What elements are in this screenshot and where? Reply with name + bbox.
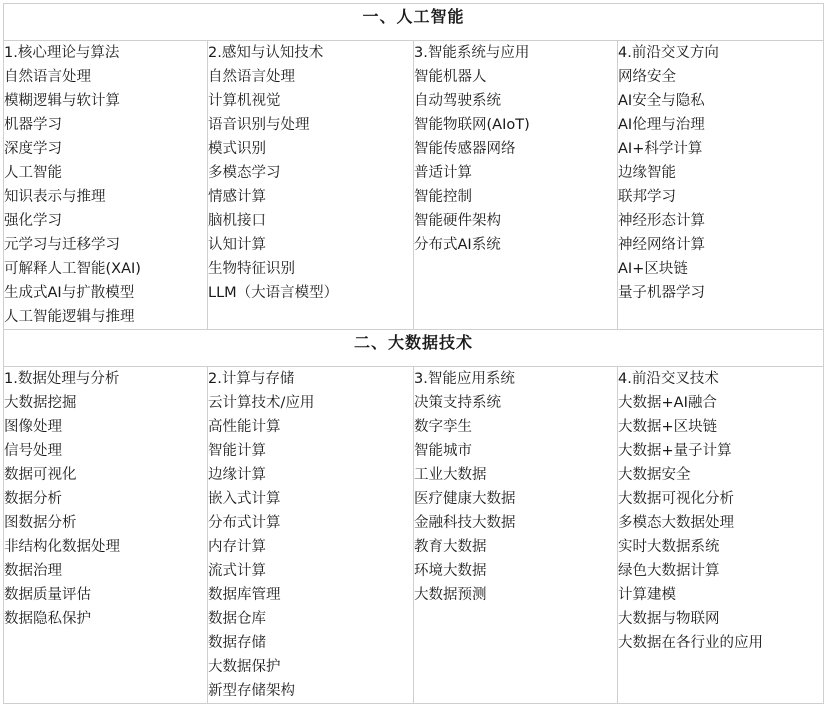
topic-item: 工业大数据 — [414, 467, 487, 483]
topic-item: 边缘计算 — [208, 467, 266, 483]
topic-item: 内存计算 — [208, 539, 266, 555]
topic-item: 大数据+区块链 — [618, 419, 718, 435]
section-title-big-data: 二、大数据技术 — [4, 330, 824, 367]
category-column — [4, 41, 208, 330]
category-column — [618, 41, 824, 330]
topic-item: 大数据+量子计算 — [618, 443, 732, 459]
topic-item: 智能城市 — [414, 443, 472, 459]
category-column — [4, 367, 208, 704]
topic-item: 自然语言处理 — [4, 69, 91, 85]
section-title-ai: 一、人工智能 — [4, 4, 824, 41]
topic-item: 元学习与迁移学习 — [4, 237, 120, 253]
topic-item: 深度学习 — [4, 141, 62, 157]
topic-item: AI+区块链 — [618, 261, 688, 277]
topic-item: 量子机器学习 — [618, 285, 705, 301]
topic-item: 图数据分析 — [4, 515, 77, 531]
topic-item: 大数据保护 — [208, 659, 281, 675]
topic-item: AI+科学计算 — [618, 141, 703, 157]
category-heading: 2.计算与存储 — [208, 371, 295, 387]
topic-item: 数据隐私保护 — [4, 611, 91, 627]
topic-item: 知识表示与推理 — [4, 189, 106, 205]
topic-item: 数据质量评估 — [4, 587, 91, 603]
topic-item: 生成式AI与扩散模型 — [4, 285, 135, 301]
topic-item: 高性能计算 — [208, 419, 281, 435]
topic-item: 决策支持系统 — [414, 395, 501, 411]
topic-item: 大数据挖掘 — [4, 395, 77, 411]
topic-item: 金融科技大数据 — [414, 515, 516, 531]
topic-item: 嵌入式计算 — [208, 491, 281, 507]
topic-item: 普适计算 — [414, 165, 472, 181]
topic-item: 智能物联网(AIoT) — [414, 117, 530, 133]
topic-item: 智能硬件架构 — [414, 213, 501, 229]
category-heading: 1.数据处理与分析 — [4, 371, 120, 387]
topic-item: 联邦学习 — [618, 189, 676, 205]
topic-item: 非结构化数据处理 — [4, 539, 120, 555]
topic-item: 智能传感器网络 — [414, 141, 516, 157]
topic-item: 图像处理 — [4, 419, 62, 435]
category-heading: 3.智能系统与应用 — [414, 45, 530, 61]
topic-item: AI安全与隐私 — [618, 93, 705, 109]
topic-item: 智能计算 — [208, 443, 266, 459]
topic-item: 大数据可视化分析 — [618, 491, 734, 507]
topic-item: 数据仓库 — [208, 611, 266, 627]
topic-item: 模糊逻辑与软计算 — [4, 93, 120, 109]
topic-item: 流式计算 — [208, 563, 266, 579]
topic-item: 大数据与物联网 — [618, 611, 720, 627]
topic-item: 边缘智能 — [618, 165, 676, 181]
topic-item: 分布式计算 — [208, 515, 281, 531]
category-column — [208, 41, 414, 330]
category-column — [208, 367, 414, 704]
topic-item: 自动驾驶系统 — [414, 93, 501, 109]
topic-item: AI伦理与治理 — [618, 117, 705, 133]
topic-item: 信号处理 — [4, 443, 62, 459]
topic-item: 数据分析 — [4, 491, 62, 507]
category-heading: 2.感知与认知技术 — [208, 45, 324, 61]
topic-item: LLM（大语言模型） — [208, 285, 339, 301]
topic-item: 多模态学习 — [208, 165, 281, 181]
topic-item: 新型存储架构 — [208, 683, 295, 699]
topic-item: 大数据预测 — [414, 587, 487, 603]
topic-item: 计算建模 — [618, 587, 676, 603]
topic-item: 智能控制 — [414, 189, 472, 205]
topic-item: 教育大数据 — [414, 539, 487, 555]
topic-item: 自然语言处理 — [208, 69, 295, 85]
topic-item: 数据可视化 — [4, 467, 77, 483]
topic-item: 绿色大数据计算 — [618, 563, 720, 579]
topic-item: 认知计算 — [208, 237, 266, 253]
topic-item: 神经网络计算 — [618, 237, 705, 253]
category-heading: 4.前沿交叉方向 — [618, 45, 719, 61]
topics-table — [3, 3, 824, 704]
topic-item: 神经形态计算 — [618, 213, 705, 229]
topic-item: 云计算技术/应用 — [208, 395, 315, 411]
topic-item: 分布式AI系统 — [414, 237, 501, 253]
topic-item: 人工智能 — [4, 165, 62, 181]
category-column — [414, 41, 618, 330]
topic-item: 大数据+AI融合 — [618, 395, 717, 411]
topic-item: 可解释人工智能(XAI) — [4, 261, 141, 277]
topic-item: 多模态大数据处理 — [618, 515, 734, 531]
topic-item: 模式识别 — [208, 141, 266, 157]
topic-item: 计算机视觉 — [208, 93, 281, 109]
topic-item: 智能机器人 — [414, 69, 487, 85]
topic-item: 生物特征识别 — [208, 261, 295, 277]
topic-item: 医疗健康大数据 — [414, 491, 516, 507]
topic-item: 脑机接口 — [208, 213, 266, 229]
topic-item: 数据存储 — [208, 635, 266, 651]
topic-item: 大数据安全 — [618, 467, 691, 483]
topic-item: 情感计算 — [208, 189, 266, 205]
topic-item: 网络安全 — [618, 69, 676, 85]
category-column — [414, 367, 618, 704]
category-heading: 3.智能应用系统 — [414, 371, 515, 387]
category-column — [618, 367, 824, 704]
topic-item: 大数据在各行业的应用 — [618, 635, 763, 651]
topic-item: 数字孪生 — [414, 419, 472, 435]
topic-item: 语音识别与处理 — [208, 117, 310, 133]
topic-item: 人工智能逻辑与推理 — [4, 309, 135, 325]
topic-item: 机器学习 — [4, 117, 62, 133]
topic-item: 数据治理 — [4, 563, 62, 579]
topic-item: 强化学习 — [4, 213, 62, 229]
topic-item: 环境大数据 — [414, 563, 487, 579]
category-heading: 1.核心理论与算法 — [4, 45, 120, 61]
category-heading: 4.前沿交叉技术 — [618, 371, 719, 387]
topic-item: 实时大数据系统 — [618, 539, 720, 555]
topic-item: 数据库管理 — [208, 587, 281, 603]
